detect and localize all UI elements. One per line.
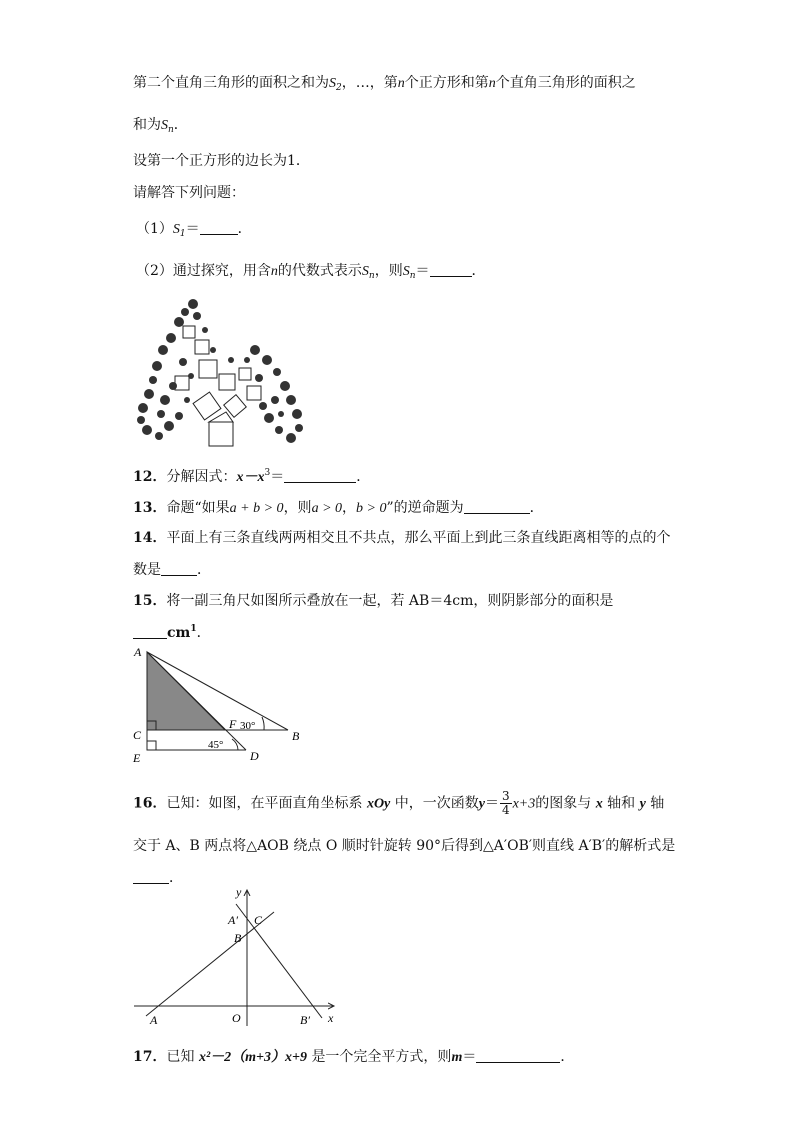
triangle-rulers-figure [128,642,308,768]
intro-line-3: 设第一个正方形的边长为1． [133,153,310,169]
pythagoras-tree-figure [135,290,307,452]
label-x: x [328,1011,334,1025]
label-B-prime: B′ [300,1013,310,1027]
q11-part-1: $(1)S_1=$ ． [136,221,252,239]
question-13: 13．命题“如果a + b > 0，则a > 0，b > 0”的逆命题为 ． [133,500,544,516]
question-16-line-1: 16．已知：如图，在平面直角坐标系 xOy 中，一次函数y＝ $\frac{3}{4}$ x+3的图象与 x 轴和 y 轴 [133,789,665,817]
base-square [209,422,233,446]
answer-blank[interactable] [430,264,472,277]
label-E: E [133,751,141,765]
question-17: 17．已知 x²－2（m+3）x+9 是一个完全平方式，则m＝ ． [133,1049,575,1065]
question-16-line-2: 交于 A、B 两点将△AOB 绕点 O 顺时针旋转 90°后得到△A′OB′则直线 A′B′的解析式是 [133,838,676,854]
answer-blank[interactable] [200,222,238,235]
label-F: F [229,717,237,731]
answer-blank[interactable] [464,501,530,514]
label-angle-45: 45° [208,739,224,751]
label-y: y [236,886,242,899]
answer-blank[interactable] [133,871,169,884]
question-12: 12．分解因式：$x-x^3=$ ． [133,468,371,485]
intro-line-4: 请解答下列问题： [133,185,245,201]
line-AB [146,912,274,1016]
question-15-line-1: 15．将一副三角尺如图所示叠放在一起，若 AB＝4cm，则阴影部分的面积是 [133,593,614,609]
label-A: A [150,1013,158,1027]
label-angle-30: 30° [240,720,256,732]
label-D: D [250,749,259,763]
intro-line-1: 第二个直角三角形的面积之和为$S_2$，…，第n个正方形和第n个直角三角形的面积之 [133,75,636,93]
label-A: A [134,645,142,659]
question-14-line-2: 数是 ． [133,562,211,578]
label-C: C [254,913,263,927]
question-15-line-2: $cm^1$． [133,622,211,642]
answer-blank[interactable] [476,1050,560,1063]
answer-blank[interactable] [161,563,197,576]
answer-blank[interactable] [284,470,356,483]
q11-part-2: （2）通过探究，用含n的代数式表示$S_n$，则$S_n=$ ． [136,263,486,281]
tree-foliage [137,299,303,443]
coordinate-figure [128,886,344,1032]
question-14-line-1: 14．平面上有三条直线两两相交且不共点，那么平面上到此三条直线距离相等的点的个 [133,530,671,546]
label-A-prime: A′ [228,913,238,927]
label-B: B [234,931,242,945]
answer-blank[interactable] [133,626,167,639]
line-A1B1 [236,904,322,1018]
question-16-line-3: ． [133,867,183,887]
label-C: C [133,728,142,742]
label-O: O [232,1011,241,1025]
fraction-3-4: $\frac{3}{4}$ [501,789,510,817]
label-B: B [292,729,300,743]
intro-line-2: 和为$S_n$． [133,117,188,135]
